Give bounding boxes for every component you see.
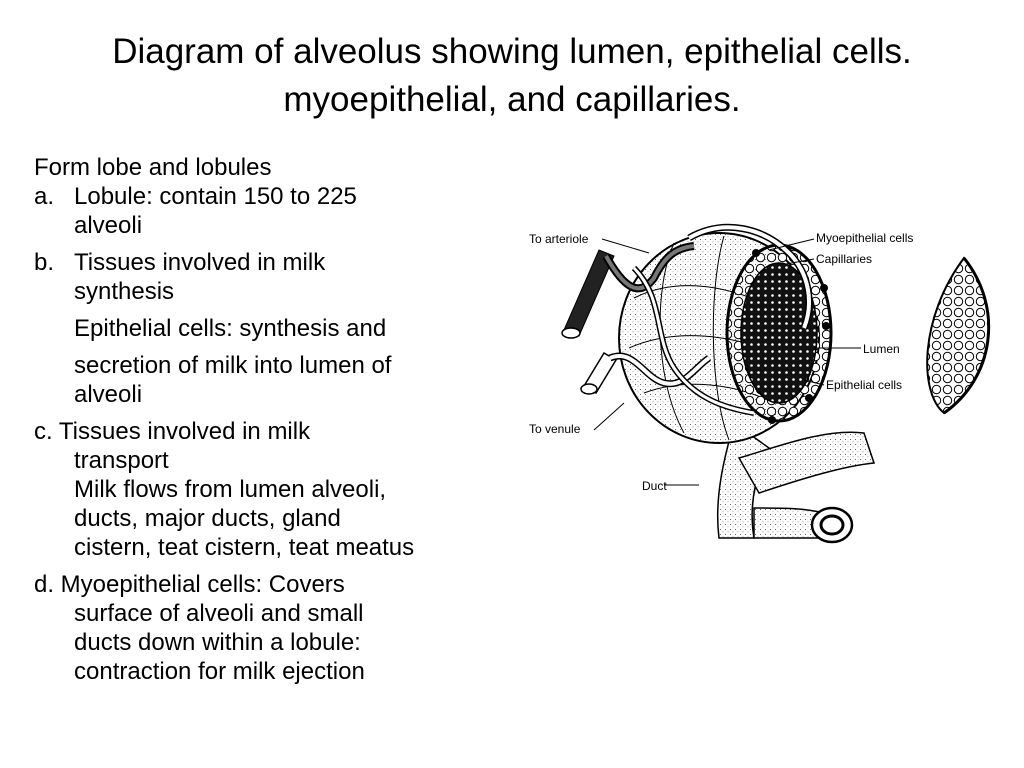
item-b-line-2: synthesis	[74, 278, 175, 305]
item-c-sub-3: cistern, teat cistern, teat meatus	[74, 534, 415, 561]
alveolus-diagram	[524, 208, 994, 552]
bullet-list	[34, 153, 534, 686]
item-c-line-2: transport	[74, 447, 169, 474]
item-b-text-1: Tissues involved in milk	[74, 249, 326, 276]
item-a-line-2: alveoli	[74, 212, 143, 239]
item-a-text-1: Lobule: contain 150 to 225	[74, 183, 357, 210]
label-duct: Duct	[642, 479, 667, 493]
item-a-label: a.	[34, 183, 55, 210]
item-d-line-1: d. Myoepithelial cells: Covers	[34, 571, 345, 598]
item-c-line-1: c. Tissues involved in milk	[34, 418, 311, 445]
alveolus-cut-face	[727, 245, 831, 424]
item-c-sub-1: Milk flows from lumen alveoli,	[74, 476, 387, 503]
label-myoepithelial-cells: Myoepithelial cells	[816, 231, 914, 245]
title-line-2: myoepithelial, and capillaries.	[283, 80, 741, 119]
item-d-line-3: ducts down within a lobule:	[74, 629, 361, 656]
item-d-line-2: surface of alveoli and small	[74, 600, 364, 627]
label-to-arteriole: To arteriole	[529, 232, 589, 246]
slide-title	[20, 28, 1004, 124]
item-d-line-4: contraction for milk ejection	[74, 658, 365, 685]
label-epithelial-cells: Epithelial cells	[826, 378, 903, 392]
item-c-sub-2: ducts, major ducts, gland	[74, 505, 341, 532]
item-b-sub-2: secretion of milk into lumen of	[74, 352, 392, 379]
item-b-sub-3: alveoli	[74, 381, 143, 408]
label-to-venule: To venule	[529, 422, 581, 436]
item-a-line-1	[34, 182, 534, 211]
label-capillaries: Capillaries	[816, 252, 873, 266]
item-b-line-1	[34, 248, 534, 277]
epithelial-section	[927, 258, 988, 413]
label-lumen: Lumen	[863, 342, 900, 356]
heading-line: Form lobe and lobules	[34, 154, 272, 181]
title-line-1: Diagram of alveolus showing lumen, epithelial cells.	[112, 32, 912, 71]
item-b-label: b.	[34, 249, 55, 276]
item-b-sub-1: Epithelial cells: synthesis and	[74, 315, 387, 342]
